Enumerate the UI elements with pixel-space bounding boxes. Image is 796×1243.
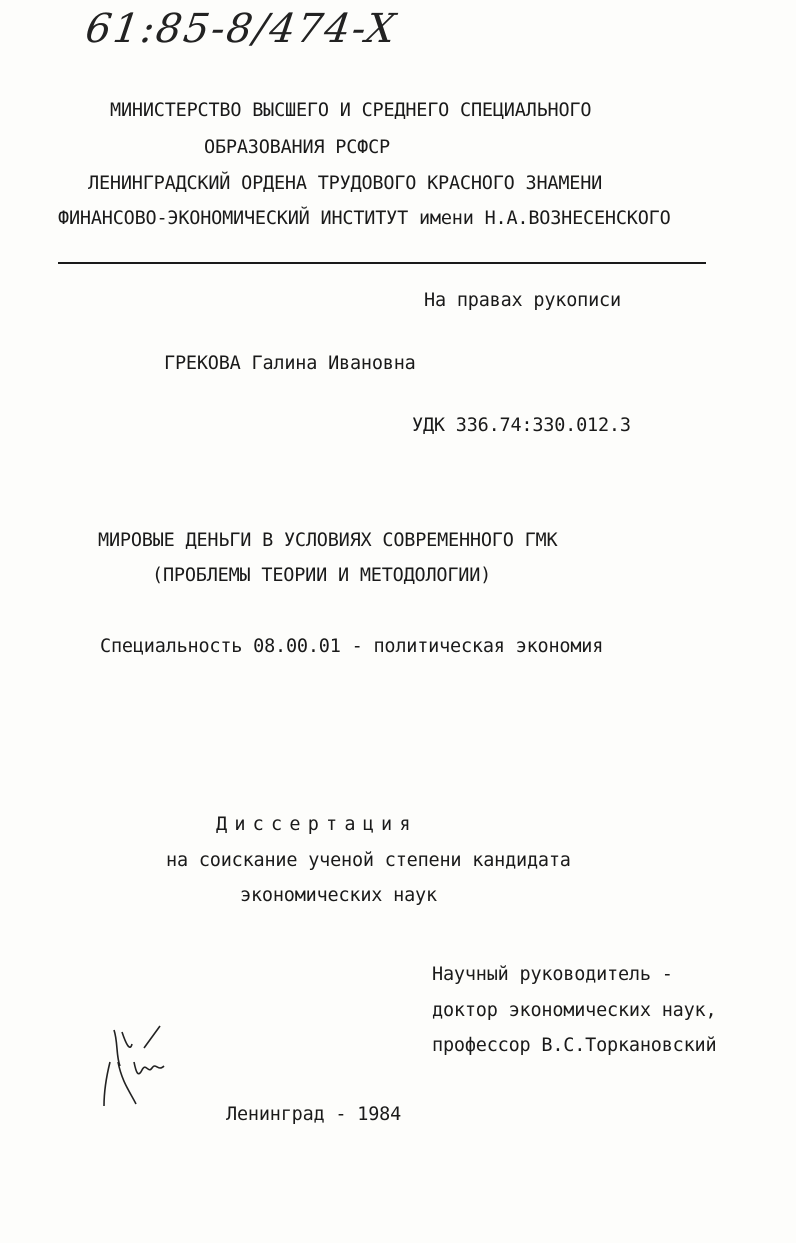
- supervisor-line-1: Научный руководитель -: [432, 964, 673, 985]
- signature: [100, 1022, 180, 1112]
- title-line-2: (ПРОБЛЕМЫ ТЕОРИИ И МЕТОДОЛОГИИ): [152, 565, 492, 586]
- dissertation-label: Диссертация: [216, 814, 418, 835]
- author-name: ГРЕКОВА Галина Ивановна: [164, 353, 416, 374]
- udc-code: УДК 336.74:330.012.3: [412, 415, 631, 436]
- title-line-1: МИРОВЫЕ ДЕНЬГИ В УСЛОВИЯХ СОВРЕМЕННОГО ГМК: [98, 530, 558, 551]
- dissertation-line-3: экономических наук: [240, 885, 437, 906]
- supervisor-line-2: доктор экономических наук,: [432, 1000, 717, 1021]
- institute-line-1: ЛЕНИНГРАДСКИЙ ОРДЕНА ТРУДОВОГО КРАСНОГО ЗНАМЕНИ: [88, 173, 603, 194]
- institute-line-2: ФИНАНСОВО-ЭКОНОМИЧЕСКИЙ ИНСТИТУТ имени Н.А.ВОЗНЕСЕНСКОГО: [58, 208, 671, 229]
- supervisor-line-3: профессор В.С.Торкановский: [432, 1035, 717, 1056]
- dissertation-line-2: на соискание ученой степени кандидата: [166, 850, 571, 871]
- ministry-line-1: МИНИСТЕРСТВО ВЫСШЕГО И СРЕДНЕГО СПЕЦИАЛЬНОГО: [110, 100, 592, 121]
- specialty: Специальность 08.00.01 - политическая экономия: [100, 636, 604, 657]
- header-divider: [58, 262, 706, 264]
- archive-code: 61:85-8/474-X: [82, 6, 400, 52]
- place-year: Ленинград - 1984: [226, 1104, 402, 1125]
- manuscript-note: На правах рукописи: [424, 290, 621, 311]
- ministry-line-2: ОБРАЗОВАНИЯ РСФСР: [204, 137, 390, 158]
